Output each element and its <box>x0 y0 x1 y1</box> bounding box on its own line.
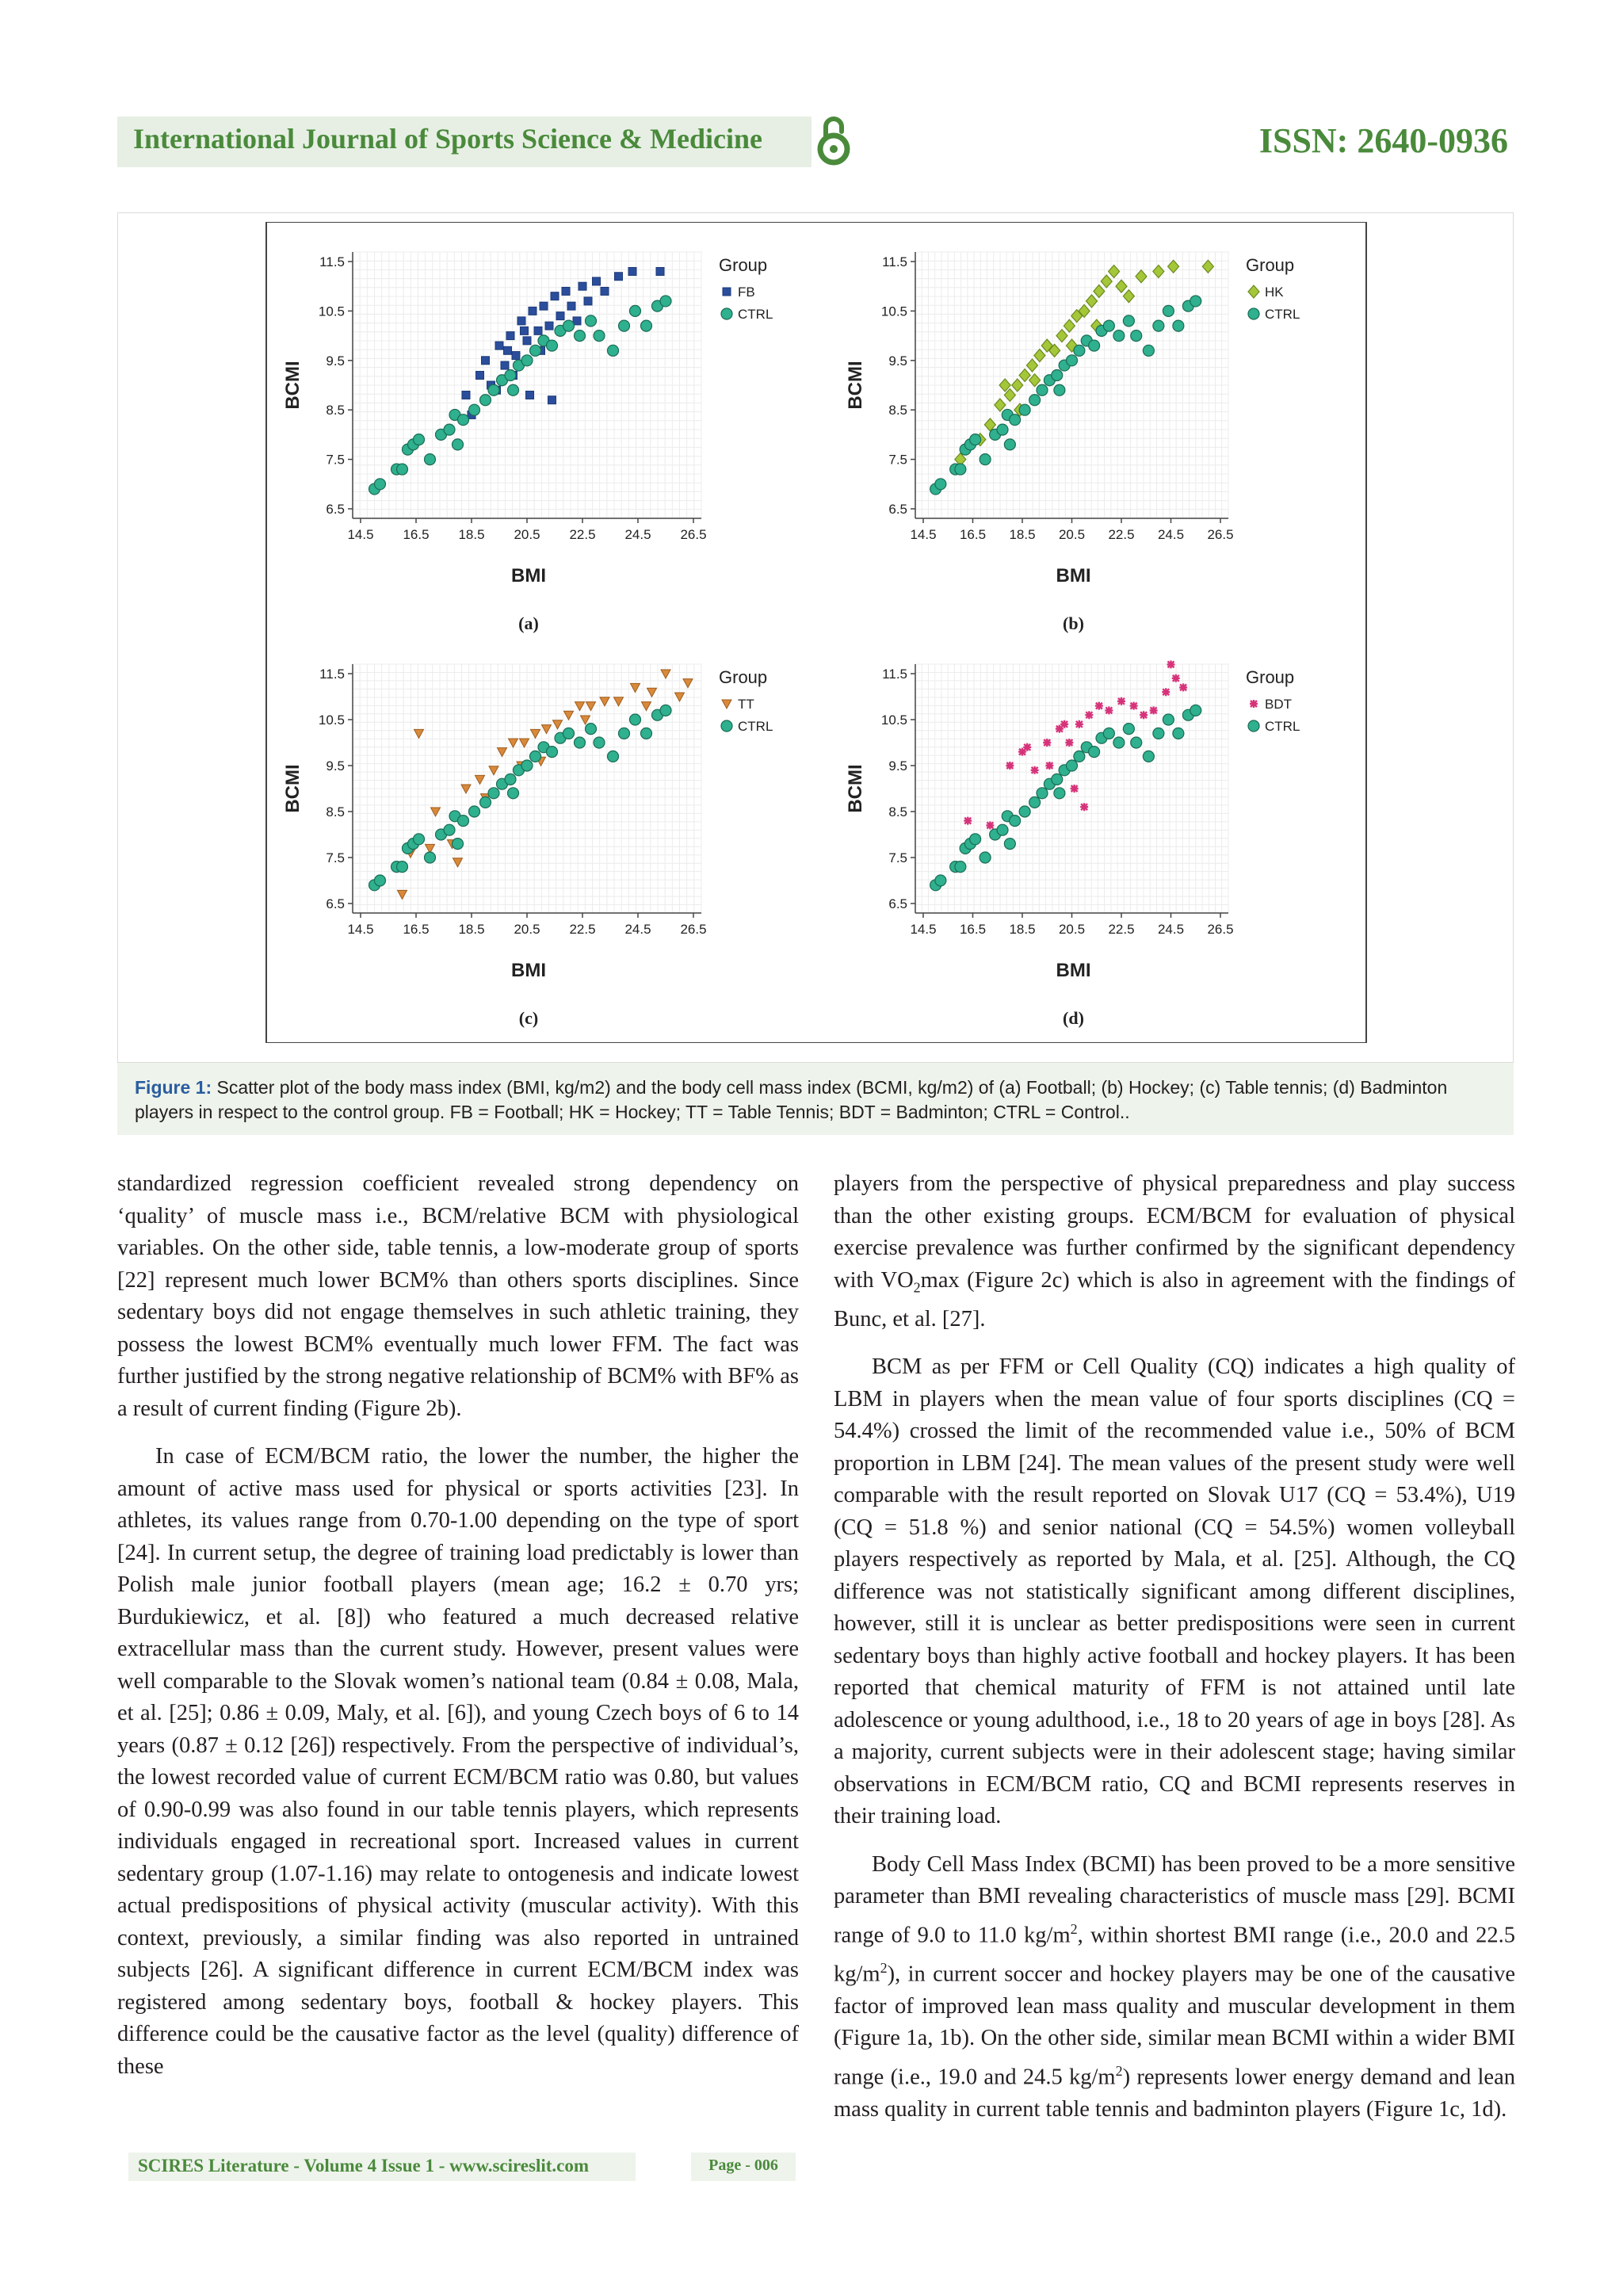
y-tick-label: 11.5 <box>319 254 345 269</box>
x-tick-label: 24.5 <box>1157 922 1185 937</box>
x-tick-label: 20.5 <box>514 922 540 937</box>
journal-title: International Journal of Sports Science & Medicine <box>133 123 762 155</box>
panel-label: (b) <box>1063 613 1084 633</box>
y-tick-label: 9.5 <box>326 758 345 774</box>
y-tick-label: 7.5 <box>888 850 907 865</box>
paragraph: standardized regression coefficient revealed strong dependency on ‘quality’ of muscle mass i.e., BCM/relative BCM with physiological variables. On the other side, table tennis, a low-moderate group of sports [22] represent much lower BCM% than others sports disciplines. Since sedentary boys did not engage themselves in such athletic training, they possess the lowest BCM% eventually much lower FFM. The fact was further justified by the strong negative relationship of BCM% with BF% as a result of current finding (Figure 2b). <box>117 1171 799 1421</box>
x-tick-label: 16.5 <box>959 922 987 937</box>
x-tick-label: 20.5 <box>1058 922 1086 937</box>
y-tick-label: 9.5 <box>326 353 345 369</box>
x-tick-label: 14.5 <box>910 527 937 542</box>
y-tick-label: 8.5 <box>326 804 345 819</box>
y-tick-label: 6.5 <box>888 896 907 911</box>
paragraph: Body Cell Mass Index (BCMI) has been proved to be a more sensitive parameter than BMI revealing characteristics of muscle mass [29]. BCMI range of 9.0 to 11.0 $kg/m^2$, within shortest BMI range (i.e., 20.0 and 22.5 $kg/m^2$), in current soccer and hockey players may be one of the causative factor of improved lean mass quality and muscular development in them (Figure 1a, 1b). On the other side, similar mean BCMI within a wider BMI range (i.e., 19.0 and 24.5 $kg/m^2$) represents lower energy demand and lean mass quality in current table tennis and badminton players (Figure 1c, 1d). <box>834 1851 1515 2122</box>
x-tick-label: 18.5 <box>1009 527 1036 542</box>
y-tick-label: 6.5 <box>888 502 907 517</box>
x-tick-label: 24.5 <box>624 922 651 937</box>
y-tick-label: 10.5 <box>880 712 907 728</box>
legend-title: Group <box>719 667 768 687</box>
legend-label-hk: HK <box>1265 285 1284 300</box>
y-tick-label: 6.5 <box>326 502 345 517</box>
legend-label-ctrl: CTRL <box>738 307 773 322</box>
legend-label-fb: FB <box>738 285 755 300</box>
x-tick-label: 14.5 <box>347 922 374 937</box>
x-tick-label: 16.5 <box>403 527 430 542</box>
caption-label: Figure 1: <box>135 1077 212 1098</box>
legend-title: Group <box>1246 255 1295 275</box>
legend-title: Group <box>719 255 768 275</box>
y-tick-label: 11.5 <box>319 667 345 682</box>
y-axis-title: BCMI <box>282 764 304 813</box>
x-tick-label: 26.5 <box>1207 527 1234 542</box>
y-tick-label: 9.5 <box>888 758 907 774</box>
y-axis-title: BCMI <box>282 361 304 410</box>
paragraph: players from the perspective of physical preparedness and play success than the other existing groups. ECM/BCM for evaluation of physical exercise prevalence was further confirmed by the significant dependency with $VO_2\max$ (Figure 2c) which is also in agreement with the findings of Bunc, et al. [27]. <box>834 1171 1515 1331</box>
legend-title: Group <box>1246 667 1295 687</box>
paragraph: BCM as per FFM or Cell Quality (CQ) indicates a high quality of LBM in players when the mean value of four sports disciplines (CQ = 54.4%) crossed the limit of the recommended value i.e., 50% of BCM proportion in LBM [24]. The mean values of the present study were well comparable with the result reported on Slovak U17 (CQ = 53.4%), U19 (CQ = 51.8 %) and senior national (CQ = 54.5%) women volleyball players respectively as reported by Mala, et al. [25]. Although, the CQ difference was not statistically significant among different disciplines, however, still it is unclear as better predispositions were seen in current sedentary boys than highly active football and hockey players. It has been reported that chemical maturity of FFM is not attained until late adolescence or young adulthood, i.e., 18 to 20 years of age in boys [28]. As a majority, current subjects were in their adolescent stage; having similar observations in ECM/BCM ratio, CQ and BCMI represents reserves in their training load. <box>834 1354 1515 1829</box>
y-tick-label: 8.5 <box>888 804 907 819</box>
y-tick-label: 11.5 <box>882 254 907 269</box>
legend-label-bdt: BDT <box>1265 697 1292 712</box>
y-tick-label: 8.5 <box>326 403 345 418</box>
x-axis-title: BMI <box>1056 565 1091 586</box>
x-tick-label: 20.5 <box>1058 527 1086 542</box>
y-tick-label: 7.5 <box>326 850 345 865</box>
x-tick-label: 26.5 <box>1207 922 1234 937</box>
legend-label-ctrl: CTRL <box>738 719 773 734</box>
x-tick-label: 26.5 <box>680 527 707 542</box>
x-tick-label: 24.5 <box>1157 527 1185 542</box>
x-tick-label: 16.5 <box>403 922 430 937</box>
x-tick-label: 20.5 <box>514 527 540 542</box>
x-axis-title: BMI <box>511 565 546 586</box>
panel-label: (d) <box>1063 1008 1084 1028</box>
y-axis-title: BCMI <box>845 361 866 410</box>
right-column <box>834 1168 1515 2141</box>
x-tick-label: 16.5 <box>959 527 987 542</box>
x-tick-label: 22.5 <box>569 527 596 542</box>
x-tick-label: 14.5 <box>910 922 937 937</box>
panel-label: (a) <box>518 613 539 633</box>
y-tick-label: 8.5 <box>888 403 907 418</box>
x-axis-title: BMI <box>511 960 546 981</box>
legend-label-ctrl: CTRL <box>1265 719 1300 734</box>
y-tick-label: 10.5 <box>318 712 345 728</box>
y-axis-title: BCMI <box>845 764 866 813</box>
y-tick-label: 7.5 <box>326 452 345 468</box>
caption-text: Scatter plot of the body mass index (BMI, kg/m2) and the body cell mass index (BCMI, kg/m2) of (a) Football; (b) Hockey; (c) Table tennis; (d) Badminton players in respect to the control group. FB = Football; HK = Hockey; TT = Table Tennis; BDT = Badminton; CTRL = Control.. <box>135 1077 1448 1122</box>
open-access-icon <box>815 114 853 170</box>
x-tick-label: 18.5 <box>458 922 485 937</box>
y-tick-label: 10.5 <box>880 304 907 319</box>
y-tick-label: 9.5 <box>888 353 907 369</box>
figure-caption <box>135 1075 1498 1125</box>
legend-label-tt: TT <box>738 697 754 712</box>
legend-label-ctrl: CTRL <box>1265 307 1300 322</box>
y-tick-label: 6.5 <box>326 896 345 911</box>
x-tick-label: 18.5 <box>1009 922 1036 937</box>
figure-frame <box>265 222 1367 1043</box>
page-number: Page - 006 <box>708 2157 778 2174</box>
paragraph: In case of ECM/BCM ratio, the lower the number, the higher the amount of active mass used for physical or sports activities [23]. In athletes, its values range from 0.70-1.00 depending on the type of sport [24]. In current setup, the degree of training load predictably is lower than Polish male junior football players (mean age; 16.2 ± 0.70 yrs; Burdukiewicz, et al. [8]) who featured a much decreased relative extracellular mass than the current study. However, present values were well comparable to the Slovak women’s national team (0.84 ± 0.08, Mala, et al. [25]; 0.86 ± 0.09, Maly, et al. [6]), and young Czech boys of 6 to 14 years (0.87 ± 0.12 [26]) respectively. From the perspective of individual’s, the lowest recorded value of current ECM/BCM ratio was 0.80, but values of 0.90-0.99 was also found in our table tennis players, which represents individuals engaged in recreational sport. Increased values in current sedentary group (1.07-1.16) may relate to ontogenesis and indicate lowest actual predispositions of physical activity (muscular activity). With this context, previously, a similar finding was also reported in untrained subjects [26]. A significant difference in current ECM/BCM index was registered among sedentary boys, football & hockey players. This difference could be the causative factor as the level (quality) difference of these <box>117 1444 799 2079</box>
panel-label: (c) <box>518 1008 539 1028</box>
x-tick-label: 14.5 <box>347 527 374 542</box>
x-tick-label: 24.5 <box>624 527 651 542</box>
x-axis-title: BMI <box>1056 960 1091 981</box>
issn: ISSN: 2640-0936 <box>1258 121 1508 160</box>
y-tick-label: 10.5 <box>318 304 345 319</box>
footer-journal-link[interactable]: SCIRES Literature - Volume 4 Issue 1 - www.scireslit.com <box>138 2156 590 2176</box>
x-tick-label: 18.5 <box>458 527 485 542</box>
left-column <box>117 1168 799 2099</box>
y-tick-label: 11.5 <box>882 667 907 682</box>
x-tick-label: 26.5 <box>680 922 707 937</box>
y-tick-label: 7.5 <box>888 452 907 468</box>
x-tick-label: 22.5 <box>569 922 596 937</box>
x-tick-label: 22.5 <box>1108 922 1135 937</box>
x-tick-label: 22.5 <box>1108 527 1135 542</box>
